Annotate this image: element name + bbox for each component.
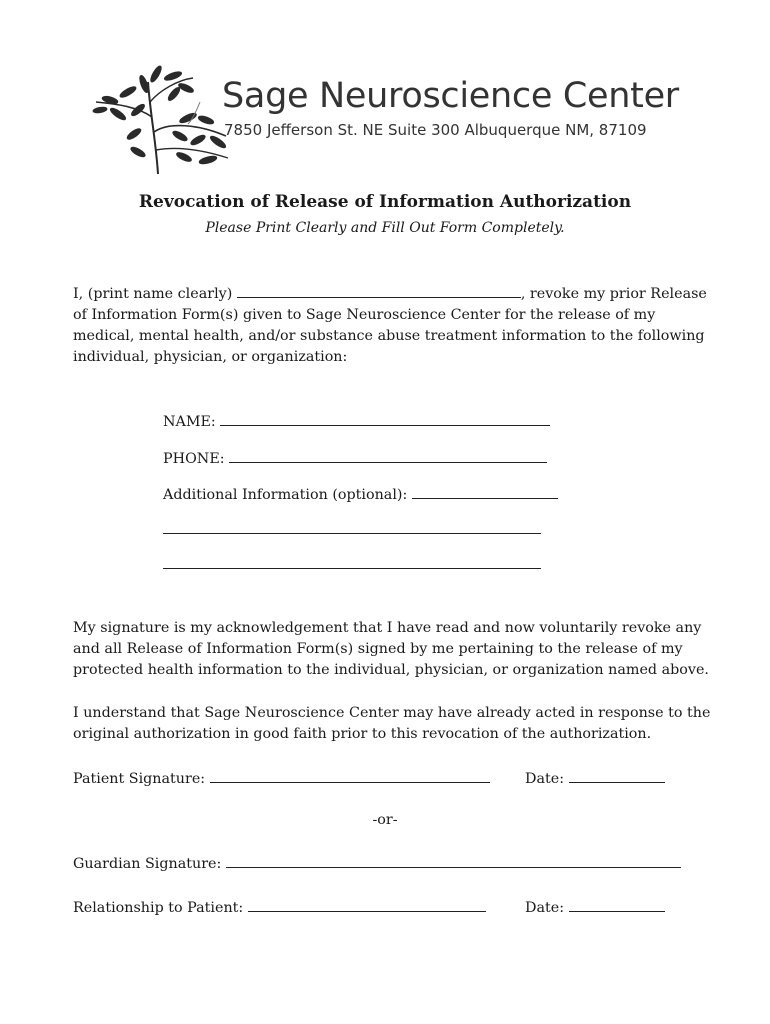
date-row-1 [525,767,665,787]
date-label-1: Date: [525,771,565,787]
phone-field[interactable] [229,447,547,463]
phone-row [163,447,547,467]
guardian-signature-field[interactable] [226,852,681,868]
additional-field[interactable] [412,483,558,499]
guardian-signature-label: Guardian Signature: [73,856,222,872]
patient-signature-field[interactable] [210,767,490,783]
date-field-2[interactable] [569,896,665,912]
additional-label: Additional Information (optional): [163,487,408,503]
additional-row-2 [163,518,541,538]
guardian-signature-row [73,852,681,872]
name-label: NAME: [163,414,216,430]
intro-paragraph [73,282,713,368]
intro-line1-suffix: , revoke my prior Release of [73,286,707,323]
olive-branch-icon [88,62,238,182]
date-label-2: Date: [525,900,565,916]
date-row-2 [525,896,665,916]
print-name-field[interactable] [237,282,521,298]
org-name: Sage Neuroscience Center [222,76,679,116]
additional-row [163,483,558,503]
date-field-1[interactable] [569,767,665,783]
form-subtitle: Please Print Clearly and Fill Out Form Completely. [205,220,565,236]
or-label: -or- [372,812,398,828]
additional-row-3 [163,553,541,573]
org-address: 7850 Jefferson St. NE Suite 300 Albuquerque NM, 87109 [224,121,647,139]
intro-rest: Information Form(s) given to Sage Neuroscience Center for the release of my medical, mental health, and/or substance abuse treatment information to the following individual, physician, or organization: [73,307,705,365]
intro-prefix: I, (print name clearly) [73,286,233,302]
name-field[interactable] [220,410,550,426]
relationship-label: Relationship to Patient: [73,900,244,916]
additional-field-line-3[interactable] [163,553,541,569]
name-row [163,410,550,430]
form-title: Revocation of Release of Information Authorization [138,192,632,212]
understand-paragraph: I understand that Sage Neuroscience Center may have already acted in response to the original authorization in good faith prior to this revocation of the authorization. [73,705,711,742]
relationship-field[interactable] [248,896,486,912]
relationship-row [73,896,486,916]
patient-signature-row [73,767,490,787]
additional-field-line-2[interactable] [163,518,541,534]
acknowledgement-paragraph: My signature is my acknowledgement that I have read and now voluntarily revoke any and all Release of Information Form(s) signed by me pertaining to the release of my protected health information to the individual, physician, or organization named above. [73,620,709,678]
patient-signature-label: Patient Signature: [73,771,206,787]
phone-label: PHONE: [163,451,225,467]
